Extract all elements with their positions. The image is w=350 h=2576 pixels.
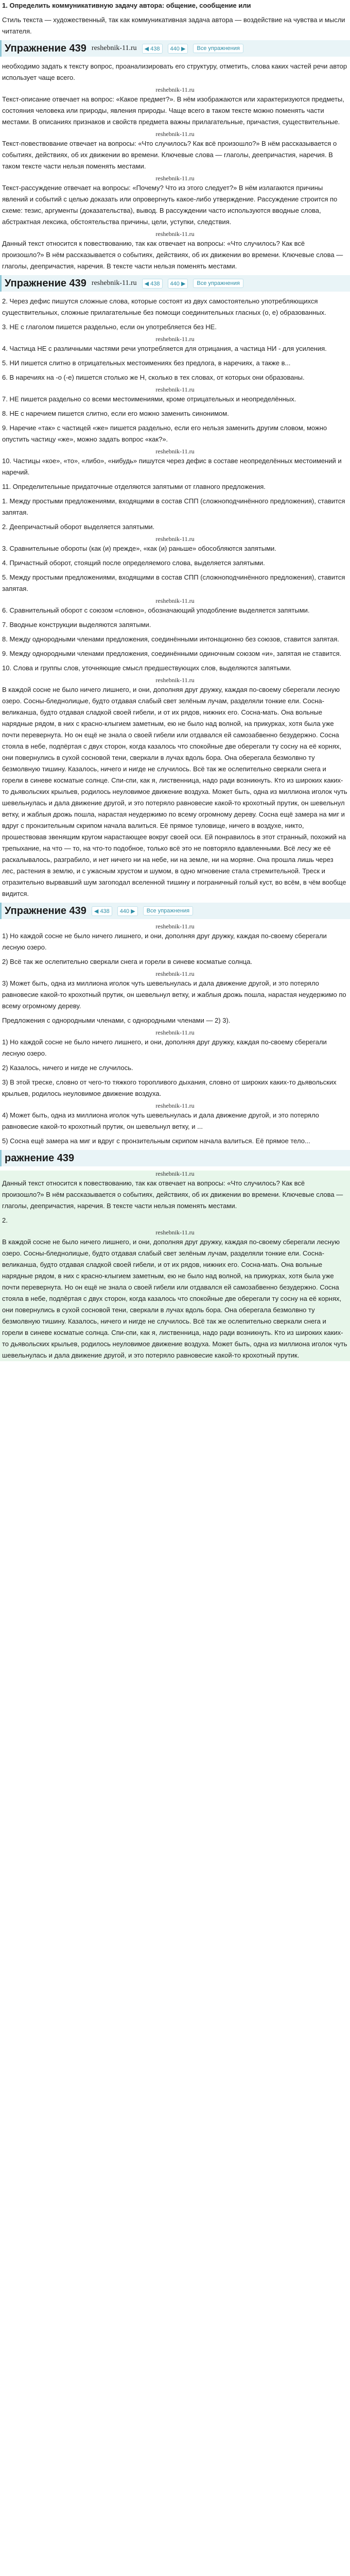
rule-item: 4. Частица НЕ с различными частями речи употребляется для отрицания, а частица НИ - для усиления.: [2, 345, 327, 352]
rule-item: 5. НИ пишется слитно в отрицательных местоимениях без предлога, в наречиях, а также в...: [2, 359, 291, 367]
conclusion: Данный текст относится к повествованию, так как отвечает на вопросы: «Что случилось? Как всё произошло?» В нём рассказывается о событиях, действиях, об их движении во времени. Ключевые слова — глаголы, деепричастия, наречия. В тексте части нельзя поменять местами.: [2, 240, 343, 270]
watermark: reshebnik-11.ru: [155, 970, 195, 977]
answer-number: 2.: [2, 1216, 8, 1224]
exercise-header-2: [0, 275, 350, 292]
exercise-title: Упражнение 439: [5, 42, 86, 54]
rule-item: 3. Сравнительные обороты (как (и) прежде», «как (и) раньше» обособляются запятыми.: [2, 545, 276, 552]
rule-item: 4. Причастный оборот, стоящий после определяемого слова, выделяется запятыми.: [2, 559, 265, 567]
exercise-header-1: [0, 40, 350, 57]
rule-item: 7. Вводные конструкции выделяются запятыми.: [2, 621, 151, 629]
watermark: reshebnik-11.ru: [155, 1170, 195, 1177]
reasoning-type: Текст-рассуждение отвечает на вопросы: «Почему? Что из этого следует?» В нём излагаются причины явлений и событий с целью доказать или опровергнуть какое-либо утверждение. Рассуждение строится по схеме: тезис, аргументы (доказательства), вывод. В рассуждении часто используются вводные слова, абстрактная лексика, обстоятельства причины, цели, уступки, следствия.: [2, 184, 338, 226]
answer-block: [0, 1171, 350, 1361]
rule-item: 2. Деепричастный оборот выделяется запятыми.: [2, 523, 155, 531]
watermark: reshebnik-11.ru: [155, 676, 195, 684]
exercise-title: Упражнение 439: [5, 905, 86, 917]
exercise-title-partial: ражнение 439: [5, 1152, 75, 1164]
sentence-item: 3) Может быть, одна из миллиона иголок чуть шевельнулась и дала движение другой, и это потеряло равновесие какой-то крохотный прутик, он шевельнул ветку, и жаблыя дрожь пошла, нарастая неудержимо по всему огромному дереву.: [2, 979, 346, 1010]
rule-item: 3. НЕ с глаголом пишется раздельно, если он употребляется без НЕ.: [2, 323, 217, 331]
text-types-block: [0, 61, 350, 272]
rule-item: 2. Через дефис пишутся сложные слова, которые состоят из двух самостоятельно употребляющихся существительных, сложные прилагательные без помощи соединительных гласных (о, е) образованных.: [2, 297, 326, 316]
description-type: Текст-описание отвечает на вопрос: «Какое предмет?». В нём изображаются или характеризуются предметы, состояния человека или природы, явления природы. Чаще всего в таком тексте можно поменять части местами. В описаниях признаков и свойств предмета важны прилагательные, причастия, существительные.: [2, 95, 344, 126]
watermark: reshebnik-11.ru: [155, 1229, 195, 1236]
prev-exercise-link[interactable]: ◀ 438: [142, 44, 163, 54]
question-1: 1. Определить коммуникативную задачу автора: общение, сообщение или: [2, 2, 251, 9]
sentence-item: 1) Но каждой сосне не было ничего лишнего, и они, дополняя друг дружку, каждая по-своему сберегали лесную озеро.: [2, 932, 327, 951]
rule-item: 1. Между простыми предложениями, входящими в состав СПП (сложноподчинённого предложения), ставится запятая.: [2, 497, 345, 516]
next-exercise-link[interactable]: 440 ▶: [168, 44, 188, 54]
rule-item: 11. Определительные придаточные отделяются запятыми от главного предложения.: [2, 483, 266, 490]
answer-story: В каждой сосне не было ничего лишнего, и они, дополняя друг дружку, каждая по-своему сберегали лесную озеро. Сосны-бледнолицые, будто отдавая слабый свет зелёным лучам, разделяли тонкие ели. Сосна-великанша, будто отдавая сладкой своей гибели, и от их рядов, нижних его. Сосна-мать. Она вольные нарядные рядом, в них с красно-клыгием заметным, ею не было над волной, на прикурках, хотя была уже почти перевернута. Но он ещё не знала о своей гибели или отдавался ей самозабвенно безудержно. Сосна стояла в небе, подпёртая с двух сторон, когда казалось что спокойные две оберегали ту сосну на её корнях, они повернулись в сухой сосновой тени, сверкали в лучах вдоль бора. Она оберегала безмолвно ту безмолвную тишину. Казалось, ничего и нигде не случилось. Всё так же ослепительно сверкали снега и горели в синеве косматые солнца. Спи-спи, как я, лиственница, надо ради возникнуть. Кто из широких каких-то дьявольских крыльев, родилось неуловимое движение воздуха. Может быть, одна из миллиона иголок чуть шевельнулась и дала движение другой, и это потеряло равновесие какой-то крохотный прутик.: [2, 1238, 347, 1359]
watermark: reshebnik-11.ru: [155, 386, 195, 393]
sentence-item: 2) Казалось, ничего и нигде не случилось.: [2, 1064, 133, 1072]
rule-item: 5. Между простыми предложениями, входящими в состав СПП (сложноподчинённого предложения), ставится запятая.: [2, 573, 345, 592]
prev-exercise-link[interactable]: ◀ 438: [92, 906, 112, 916]
exercise-header-4: [0, 1150, 350, 1166]
watermark: reshebnik-11.ru: [155, 86, 195, 93]
watermark: reshebnik-11.ru: [155, 448, 195, 455]
rule-item: 9. Наречие «так» с частицей «же» пишется раздельно, если его нельзя заменить другим словом, можно опустить частицу «же», можно задать вопрос «как?».: [2, 424, 327, 443]
rule-item: 7. НЕ пишется раздельно со всеми местоимениями, кроме отрицательных и неопределённых.: [2, 395, 296, 403]
sentence-item: 4) Может быть, одна из миллиона иголок чуть шевельнулась и дала движение другой, и это потеряло равновесие какой-то крохотный прутик, он шевельнул ветку, и ...: [2, 1111, 319, 1130]
exercise-header-3: [0, 903, 350, 919]
rule-item: 10. Частицы «кое», «то», «либо», «нибудь» пишутся через дефис в составе неопределённых местоимений и наречий.: [2, 457, 342, 476]
rule-item: 8. Между однородными членами предложения, соединёнными интонационно без союзов, ставится запятая.: [2, 635, 339, 643]
text-types-intro: необходимо задать к тексту вопрос, проанализировать его структуру, отметить, слова каких частей речи автор использует чаще всего.: [2, 62, 347, 81]
sentence-item: 5) Сосна ещё замера на миг и вдруг с пронзительным скрипом начала валиться. Её прямое тело...: [2, 1137, 310, 1145]
rules-block: [0, 296, 350, 900]
watermark: reshebnik-11.ru: [155, 130, 195, 138]
watermark: reshebnik-11.ru: [155, 923, 195, 930]
watermark: reshebnik-11.ru: [155, 175, 195, 182]
watermark: reshebnik-11.ru: [155, 335, 195, 343]
all-exercises-link[interactable]: Все упражнения: [193, 279, 243, 288]
sentence-summary: Предложения с однородными членами, с однородными членами — 2) 3).: [2, 1016, 231, 1024]
rule-item: 8. НЕ с наречием пишется слитно, если его можно заменить синонимом.: [2, 410, 229, 417]
watermark: reshebnik-11.ru: [91, 279, 137, 287]
rule-item: 9. Между однородными членами предложения, соединёнными одиночным союзом «и», запятая не ставится.: [2, 650, 342, 657]
prev-exercise-link[interactable]: ◀ 438: [142, 279, 163, 289]
sentence-item: 2) Всё так же ослепительно сверкали снега и горели в синеве косматые солнца.: [2, 958, 253, 965]
story-text: В каждой сосне не было ничего лишнего, и они, дополняя друг дружку, каждая по-своему сберегали лесную озеро. Сосны-бледнолицые, будто отдавая слабый свет зелёным лучам, разделяли тонкие ели. Сосна-великанша, будто отдавая сладкой своей гибели, и от их рядов, нижних его. Сосна-мать. Она вольные нарядные рядом, в них с красно-клыгием заметным, ею не было над волной, на прикурках, хотя была уже почти перевернута. Но он ещё не знала о своей гибели или отдавался ей самозабвенно безудержно. Сосна стояла в небе, подпёртая с двух сторон, когда казалось что спокойные две оберегали ту сосну на её корнях, они повернулись в сухой сосновой тени, сверкали в лучах вдоль бора. Она оберегала безмолвно ту безмолвную тишину. Казалось, ничего и нигде не случилось. Всё так же ослепительно сверкали снега и горели в синеве косматые солнце. Спи-спи, как я, лиственница, надо ради возникнуть. Кто из широких каких-то дьявольских крыльев, родилось неуловимое движение воздуха. Может быть, одна из миллиона иголок чуть шевельнулась и дала движение другой, и это потеряло равновесие какой-то крохотный прутик, он шевельнул ветку, и жаблыя дрожь пошла, нарастая неудержимо по всему огромному дереву. Сосна ещё замера на миг и вдруг с пронзительным скрипом начала валиться. Её прямое туловище, ничего в воздухе, никто, прошествовав звенящим кругом нарастающее вокруг своей оси. Ей понравилось в этот странный, похожий на трепыхание, на что — то, на что-то подобное, только всё это не повторяло вдавленными. Всё лесу же её раскалывалось, разграбило, и нет ничего ни на небе, ни на земле, ни на моряне. Она прошла лишь через лес, растения в землю, и с ужасным хрустом и шумом, в одно мгновение стала стремительной. Треск и отразительно вырвавший шум загоподал вселенной тишину и пограничный голый куст, во всём, в чём вообще видится.: [2, 686, 347, 897]
sentence-item: 1) Но каждой сосне не было ничего лишнего, и они, дополняя друг дружку, каждая по-своему сберегали лесную озеро.: [2, 1038, 327, 1057]
narration-type: Текст-повествование отвечает на вопросы: «Что случилось? Как всё произошло?» В нём рассказывается о событиях, действиях, об их движении во времени. Ключевые слова — глаголы, деепричастия, наречия. В таком тексте части нельзя поменять местами.: [2, 140, 337, 170]
watermark: reshebnik-11.ru: [155, 535, 195, 543]
watermark: reshebnik-11.ru: [91, 44, 137, 52]
watermark: reshebnik-11.ru: [155, 1102, 195, 1109]
sentences-block: [0, 923, 350, 1147]
style-answer: Стиль текста — художественный, так как коммуникативная задача автора — воздействие на чувства и мысли читателя.: [2, 16, 345, 35]
all-exercises-link[interactable]: Все упражнения: [143, 906, 193, 916]
rule-item: 10. Слова и группы слов, уточняющие смысл предшествующих слов, выделяются запятыми.: [2, 664, 292, 672]
rule-item: 6. В наречиях на -о (-е) пишется столько же Н, сколько в тех словах, от которых они образованы.: [2, 374, 305, 381]
next-exercise-link[interactable]: 440 ▶: [168, 279, 188, 289]
watermark: reshebnik-11.ru: [155, 597, 195, 604]
rule-item: 6. Сравнительный оборот с союзом «словно», обозначающий уподобление выделяется запятыми.: [2, 606, 310, 614]
answer-paragraph: Данный текст относится к повествованию, так как отвечает на вопросы: «Что случилось? Как всё произошло?» В нём рассказывается о событиях, действиях, об их движении во времени. Ключевые слова — глаголы, деепричастия, наречия. В тексте части нельзя поменять местами.: [2, 1179, 343, 1210]
exercise-title: Упражнение 439: [5, 277, 86, 289]
sentence-item: 3) В этой треске, словно от чего-то тяжкого торопливого дыхания, словно от широких каких-то дьявольских крыльев, родилось неуловимое движение воздуха.: [2, 1078, 337, 1097]
intro-block: [0, 0, 350, 37]
all-exercises-link[interactable]: Все упражнения: [193, 44, 243, 53]
watermark: reshebnik-11.ru: [155, 1029, 195, 1036]
next-exercise-link[interactable]: 440 ▶: [117, 906, 138, 916]
watermark: reshebnik-11.ru: [155, 230, 195, 238]
